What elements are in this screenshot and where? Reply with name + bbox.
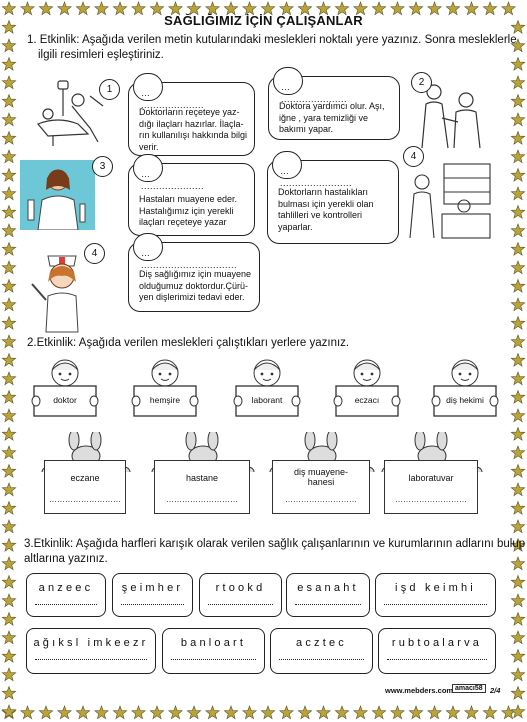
border-star xyxy=(511,576,524,589)
scrambled-word: işd keimhi xyxy=(395,582,476,594)
answer-line xyxy=(35,659,147,660)
border-star xyxy=(511,132,524,145)
place-sign xyxy=(384,460,478,514)
answer-line xyxy=(295,604,361,605)
border-star xyxy=(511,169,524,182)
border-star xyxy=(511,631,524,644)
doctor-woman-illustration xyxy=(20,160,95,230)
border-star xyxy=(391,706,404,719)
border-star xyxy=(2,668,15,681)
border-star xyxy=(2,631,15,644)
section1-instruction-line2: ilgili resimleri eşleştiriniz. xyxy=(38,49,164,61)
border-star xyxy=(2,465,15,478)
child-drawing xyxy=(332,356,402,426)
border-star xyxy=(2,76,15,89)
answer-line xyxy=(35,604,97,605)
border-star xyxy=(428,706,441,719)
section3-instruction xyxy=(24,537,525,567)
child-with-sign xyxy=(430,356,500,426)
scrambled-word: rtookd xyxy=(215,582,266,594)
answer-dots[interactable]: ……………………… xyxy=(395,495,467,504)
scrambled-word-box[interactable] xyxy=(270,628,373,674)
border-star xyxy=(2,95,15,108)
border-star xyxy=(2,354,15,367)
scrambled-word: şeimher xyxy=(121,582,184,594)
border-star xyxy=(2,224,15,237)
border-star xyxy=(335,706,348,719)
border-star xyxy=(446,706,459,719)
border-star xyxy=(511,372,524,385)
scrambled-word: acztec xyxy=(296,637,347,649)
answer-line xyxy=(384,604,487,605)
answer-dots[interactable]: ……………………… xyxy=(166,495,238,504)
border-star xyxy=(511,687,524,700)
answer-dots[interactable]: … ..................... xyxy=(141,169,205,191)
border-star xyxy=(502,706,515,719)
border-star xyxy=(2,317,15,330)
border-star xyxy=(21,706,34,719)
border-star xyxy=(2,150,15,163)
border-star xyxy=(511,465,524,478)
border-star xyxy=(2,483,15,496)
number-circle-1: 1 xyxy=(99,79,120,100)
border-star xyxy=(511,187,524,200)
border-star xyxy=(2,502,15,515)
scrambled-word: esanaht xyxy=(297,582,359,594)
page-title: SAĞLIĞIMIZ İÇİN ÇALIŞANLAR xyxy=(164,13,363,28)
border-star xyxy=(2,539,15,552)
number-circle-4-right: 4 xyxy=(403,146,424,167)
border-star xyxy=(113,706,126,719)
border-star xyxy=(2,428,15,441)
text-box-description: Diş sağlığımız için muayene olduğumuz doktordur.Çürü- yen dişlerimizi tedavi eder. xyxy=(139,269,252,302)
section1-instruction-line1: 1. Etkinlik: Aşağıda verilen metin kutularındaki meslekleri noktalı yere yazınız. Sonra mesleklerle xyxy=(27,34,517,46)
child-drawing xyxy=(30,356,100,426)
text-box-dentist xyxy=(128,242,260,312)
number-circle-4-left: 4 xyxy=(84,243,105,264)
answer-line xyxy=(171,659,256,660)
border-star xyxy=(150,706,163,719)
footer-page: 2/4 xyxy=(490,686,501,695)
answer-line xyxy=(387,659,487,660)
border-star xyxy=(2,298,15,311)
border-star xyxy=(298,706,311,719)
scrambled-word: banloart xyxy=(180,637,247,649)
border-star xyxy=(58,706,71,719)
border-star xyxy=(2,446,15,459)
bunny-with-sign xyxy=(266,432,378,522)
border-star xyxy=(511,705,524,718)
answer-dots[interactable]: … ..................... xyxy=(141,88,205,110)
border-star xyxy=(169,706,182,719)
text-box-pharmacist xyxy=(128,82,255,156)
number-circle-2: 2 xyxy=(411,72,432,93)
place-sign xyxy=(272,460,370,514)
border-star xyxy=(354,706,367,719)
border-star xyxy=(39,706,52,719)
section3-instruction-line2: altlarına yazınız. xyxy=(24,553,108,565)
border-star xyxy=(243,706,256,719)
border-star xyxy=(511,243,524,256)
border-star xyxy=(2,391,15,404)
border-star xyxy=(511,76,524,89)
place-label: eczane xyxy=(70,473,100,483)
border-star xyxy=(2,594,15,607)
text-box-description: Doktorların reçeteye yaz- dığı ilaçları hazırlar. İlaçla- rın kullanılışı hakkında bilgi verir. xyxy=(139,107,248,152)
scrambled-word-box[interactable] xyxy=(112,573,193,617)
border-star xyxy=(2,206,15,219)
answer-dots[interactable]: … ................................ xyxy=(141,248,238,270)
border-star xyxy=(511,280,524,293)
border-star xyxy=(511,224,524,237)
child-with-sign xyxy=(232,356,302,426)
border-star xyxy=(2,613,15,626)
scrambled-word: anzeec xyxy=(38,582,94,594)
footer-badge: amacı58 xyxy=(452,684,486,693)
dentist-illustration xyxy=(28,76,108,148)
scrambled-word-box[interactable] xyxy=(378,628,496,674)
bunny-with-sign xyxy=(378,432,486,522)
border-star xyxy=(511,446,524,459)
answer-dots[interactable]: ……………………… xyxy=(285,495,357,504)
profession-label: doktor xyxy=(53,395,77,405)
border-star xyxy=(2,557,15,570)
border-star xyxy=(511,502,524,515)
answer-dots[interactable]: … ...................... xyxy=(281,82,348,104)
scrambled-word-box[interactable] xyxy=(199,573,282,617)
border-star xyxy=(2,113,15,126)
scrambled-word-box[interactable] xyxy=(26,628,156,674)
text-box-description: Hastaları muayene eder. Hastalığımız için yerekli ilaçları reçeteye yazar xyxy=(139,194,238,227)
answer-line xyxy=(121,604,184,605)
answer-dots[interactable]: … ........................ xyxy=(280,166,353,188)
section1-instruction xyxy=(27,33,517,63)
border-star xyxy=(2,243,15,256)
child-with-sign xyxy=(30,356,100,426)
border-star xyxy=(2,687,15,700)
border-star xyxy=(2,335,15,348)
answer-dots[interactable]: ……………………… xyxy=(49,495,121,504)
border-star xyxy=(2,372,15,385)
border-star xyxy=(2,280,15,293)
place-label: diş muayene- hanesi xyxy=(293,467,349,487)
border-star xyxy=(511,261,524,274)
border-star xyxy=(132,706,145,719)
answer-line xyxy=(279,659,364,660)
border-star xyxy=(465,706,478,719)
text-box-description: Doktora yardımcı olur. Aşı, iğne , yara temizliği ve bakımı yapar. xyxy=(279,101,385,134)
scrambled-word: ağıksl imkeezr xyxy=(33,637,149,649)
border-star xyxy=(2,261,15,274)
scrambled-word-box[interactable] xyxy=(375,573,496,617)
border-star xyxy=(511,594,524,607)
profession-label: hemşire xyxy=(149,395,181,405)
border-star xyxy=(187,706,200,719)
border-star xyxy=(511,150,524,163)
bunny-with-sign xyxy=(148,432,258,522)
border-star xyxy=(511,668,524,681)
border-star xyxy=(2,39,15,52)
border-star xyxy=(511,613,524,626)
border-star xyxy=(511,335,524,348)
border-star xyxy=(206,706,219,719)
border-star xyxy=(2,58,15,71)
profession-label: diş hekimi xyxy=(446,395,484,405)
border-star xyxy=(317,706,330,719)
border-star xyxy=(483,706,496,719)
border-star xyxy=(76,706,89,719)
text-box-laborant xyxy=(267,160,399,244)
child-drawing xyxy=(232,356,302,426)
child-drawing xyxy=(430,356,500,426)
place-sign xyxy=(44,460,126,514)
border-star xyxy=(224,706,237,719)
profession-label: eczacı xyxy=(354,395,380,405)
border-star xyxy=(2,169,15,182)
border-star xyxy=(280,706,293,719)
answer-line xyxy=(208,604,273,605)
border-star xyxy=(511,298,524,311)
scrambled-word-box[interactable] xyxy=(162,628,265,674)
border-star xyxy=(511,483,524,496)
border-star xyxy=(409,706,422,719)
border-star xyxy=(2,520,15,533)
border-star xyxy=(2,132,15,145)
child-with-sign xyxy=(332,356,402,426)
footer-site: www.mebders.com xyxy=(385,686,454,695)
border-star xyxy=(261,706,274,719)
border-star xyxy=(511,95,524,108)
border-star xyxy=(95,706,108,719)
border-star xyxy=(511,520,524,533)
border-star xyxy=(511,391,524,404)
number-circle-3: 3 xyxy=(92,156,113,177)
scrambled-word-box[interactable] xyxy=(26,573,106,617)
border-star xyxy=(511,428,524,441)
border-star xyxy=(2,409,15,422)
border-star xyxy=(511,354,524,367)
border-star xyxy=(511,650,524,663)
text-box-nurse xyxy=(268,76,400,140)
border-star xyxy=(2,576,15,589)
border-star xyxy=(372,706,385,719)
scrambled-word-box[interactable] xyxy=(286,573,370,617)
section2-instruction: 2.Etkinlik: Aşağıda verilen meslekleri çalıştıkları yerlere yazınız. xyxy=(27,337,350,349)
bunny-with-sign xyxy=(38,432,134,522)
section3-instruction-line1: 3.Etkinlik: Aşağıda harfleri karışık olarak verilen sağlık çalışanlarının ve kurumlarının adlarını bulup xyxy=(24,538,526,550)
text-box-description: Doktorların hastalıkları bulması için yerekli olan tahlilleri ve kontrolleri yaparlar. xyxy=(278,187,374,232)
border-star xyxy=(511,409,524,422)
text-box-doctor xyxy=(128,163,255,236)
profession-label: laborant xyxy=(251,395,283,405)
border-star xyxy=(2,650,15,663)
scrambled-word: rubtoalarva xyxy=(391,637,483,649)
border-star xyxy=(511,317,524,330)
border-star xyxy=(511,206,524,219)
border-star xyxy=(2,187,15,200)
place-label: hastane xyxy=(185,473,219,483)
place-sign xyxy=(154,460,250,514)
border-star xyxy=(511,113,524,126)
pharmacist-illustration xyxy=(404,162,492,242)
place-label: laboratuvar xyxy=(408,473,454,483)
child-drawing xyxy=(130,356,200,426)
child-with-sign xyxy=(130,356,200,426)
